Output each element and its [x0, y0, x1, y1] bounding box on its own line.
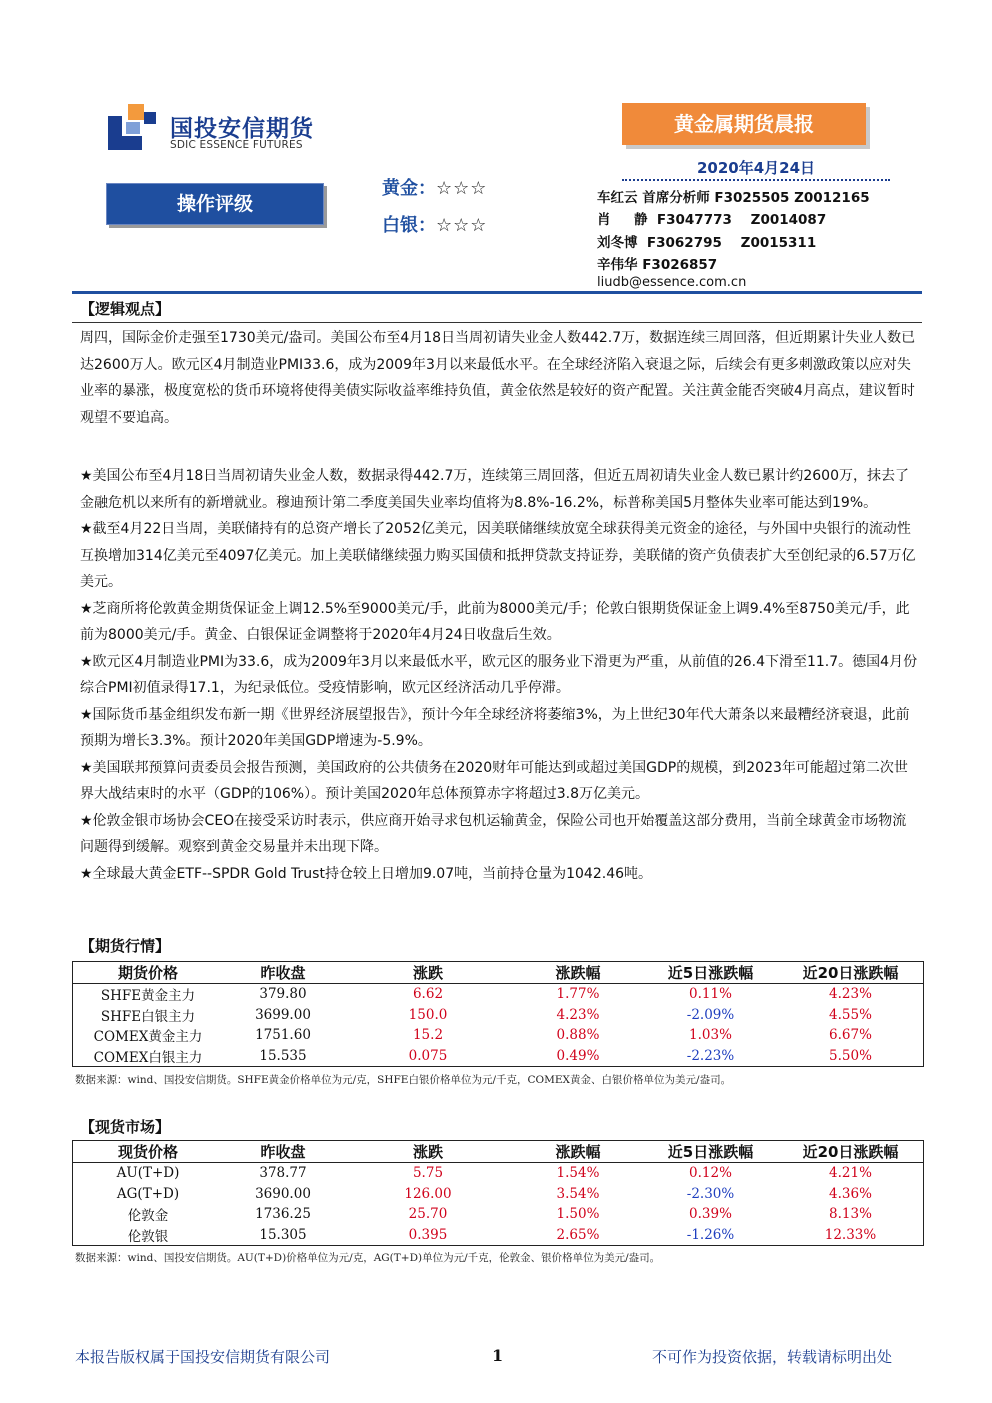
table-cell: -2.09%: [686, 1006, 735, 1023]
table-cell: 伦敦银: [127, 1228, 169, 1245]
table-cell: 8.13%: [829, 1206, 872, 1223]
table-cell: 伦敦金: [127, 1208, 169, 1225]
table-row: [73, 1046, 924, 1067]
futures-data-note: 数据来源：wind、国投安信期货。SHFE黄金价格单位为元/克，SHFE白银价格单位为元/千克，COMEX黄金、白银价格单位为美元/盎司。: [75, 1074, 732, 1086]
table-cell: 0.88%: [556, 1027, 600, 1044]
column-header: 涨跌幅: [513, 962, 643, 984]
table-cell: COMEX黄金主力: [93, 1029, 203, 1046]
column-header: 现货价格: [73, 1141, 224, 1163]
table-cell: SHFE黄金主力: [100, 988, 196, 1005]
table-cell: 5.50%: [829, 1047, 872, 1064]
table-row: [73, 1025, 924, 1046]
table-cell: 1.50%: [556, 1206, 600, 1223]
table-cell: 4.23%: [829, 986, 872, 1003]
report-title-banner: 黄金属期货晨报: [622, 103, 866, 145]
table-cell: AU(T+D): [116, 1165, 180, 1182]
news-bullet-list: [80, 463, 920, 887]
news-bullet: ★美国公布至4月18日当周初请失业金人数，数据录得442.7万，连续第三周回落，但近五周初请失业金人数已累计约2600万，抹去了金融危机以来所有的新增就业。穆迪预计第二季度美国失业率均值将为8.8%-16.2%，标普称美国5月整体失业率可能达到19%。: [80, 468, 909, 511]
column-header: 近5日涨跌幅: [643, 1141, 778, 1163]
section-divider: [72, 322, 922, 323]
footer-copyright: 本报告版权属于国投安信期货有限公司: [75, 1348, 331, 1366]
rating-gold: [382, 174, 487, 200]
table-cell: 15.535: [259, 1047, 307, 1064]
news-bullet: ★国际货币基金组织发布新一期《世界经济展望报告》，预计今年全球经济将萎缩3%，为上世纪30年代大萧条以来最糟经济衰退，此前预期为增长3.3%。预计2020年美国GDP增速为-5.9%。: [80, 706, 910, 749]
table-cell: SHFE白银主力: [100, 1008, 196, 1025]
table-cell: COMEX白银主力: [93, 1049, 203, 1066]
news-bullet: ★伦敦金银市场协会CEO在接受采访时表示，供应商开始寻求包机运输黄金，保险公司也开始覆盖这部分费用，当前全球黄金市场物流问题得到缓解。观察到黄金交易量并未出现下降。: [80, 812, 907, 855]
table-cell: 4.21%: [829, 1165, 872, 1182]
table-cell: 0.11%: [689, 986, 732, 1003]
table-cell: 15.305: [259, 1226, 307, 1243]
news-bullet: ★芝商所将伦敦黄金期货保证金上调12.5%至9000美元/手，此前为8000美元/手；伦敦白银期货保证金上调9.4%至8750美元/手，此前为8000美元/手。黄金、白银保证金调整将于2020年4月24日收盘后生效。: [80, 600, 910, 643]
table-row: [73, 1163, 924, 1184]
analyst-line: 肖 静 F3047773 Z0014087: [597, 212, 827, 228]
logic-section-title: 【逻辑观点】: [80, 300, 171, 318]
news-bullet: ★欧元区4月制造业PMI为33.6，成为2009年3月以来最低水平，欧元区的服务业下滑更为严重，从前值的26.4下滑至11.7。德国4月份综合PMI初值录得17.1，为纪录低位。受疫情影响，欧元区经济活动几乎停滞。: [80, 653, 918, 696]
table-row: [73, 1204, 924, 1225]
spot-data-note: 数据来源：wind、国投安信期货。AU(T+D)价格单位为元/克，AG(T+D)单位为元/千克，伦敦金、银价格单位为美元/盎司。: [75, 1252, 661, 1264]
column-header: 昨收盘: [223, 962, 343, 984]
table-cell: 0.12%: [689, 1165, 732, 1182]
table-header-row: [73, 1141, 924, 1163]
rating-silver-label: 白银：: [382, 215, 436, 236]
spot-table: [72, 1140, 924, 1246]
table-row: [73, 1005, 924, 1026]
table-cell: 1736.25: [255, 1206, 311, 1223]
column-header: 涨跌: [343, 962, 513, 984]
column-header: 涨跌: [343, 1141, 513, 1163]
table-cell: 4.23%: [556, 1006, 600, 1023]
table-cell: 0.49%: [556, 1047, 600, 1064]
report-date: 2020年4月24日: [622, 157, 890, 181]
column-header: 涨跌幅: [513, 1141, 643, 1163]
table-cell: 0.075: [408, 1047, 448, 1064]
table-cell: 3.54%: [556, 1185, 600, 1202]
spot-section-title: 【现货市场】: [80, 1118, 171, 1136]
analyst-line: 车红云 首席分析师 F3025505 Z0012165: [597, 190, 870, 206]
logic-paragraph: 周四，国际金价走强至1730美元/盎司。美国公布至4月18日当周初请失业金人数442.7万，数据连续三周回落，但近期累计失业人数已达2600万人。欧元区4月制造业PMI33.6，成为2009年3月以来最低水平。在全球经济陷入衰退之际，后续会有更多刺激政策以应对失业率的暴涨，极度宽松的货币环境将使得美债实际收益率维持负值，黄金依然是较好的资产配置。关注黄金能否突破4月高点，建议暂时观望不要追高。: [80, 330, 916, 426]
table-row: [73, 1184, 924, 1205]
column-header: 昨收盘: [223, 1141, 343, 1163]
table-cell: 150.0: [408, 1006, 448, 1023]
column-header: 近20日涨跌幅: [778, 962, 924, 984]
footer-disclaimer: 不可作为投资依据，转载请标明出处: [652, 1348, 893, 1366]
table-cell: 25.70: [408, 1206, 448, 1223]
table-cell: AG(T+D): [116, 1185, 180, 1202]
rating-gold-stars: ☆☆☆: [436, 178, 488, 199]
futures-section-title: 【期货行情】: [80, 937, 171, 955]
column-header: 近5日涨跌幅: [643, 962, 778, 984]
table-cell: 1751.60: [255, 1027, 311, 1044]
table-cell: 2.65%: [556, 1226, 600, 1243]
table-row: [73, 1225, 924, 1246]
company-name-cn: 国投安信期货: [170, 116, 314, 142]
company-logo-icon: [108, 104, 158, 150]
table-cell: 4.36%: [829, 1185, 872, 1202]
news-bullet: ★全球最大黄金ETF--SPDR Gold Trust持仓较上日增加9.07吨，当前持仓量为1042.46吨。: [80, 865, 653, 882]
company-name-en: SDIC ESSENCE FUTURES: [170, 139, 303, 151]
column-header: 期货价格: [73, 962, 224, 984]
news-bullet: ★截至4月22日当周，美联储持有的总资产增长了2052亿美元，因美联储继续放宽全球获得美元资金的途径，与外国中央银行的流动性互换增加314亿美元至4097亿美元。加上美联储继续强力购买国债和抵押贷款支持证券，美联储的资产负债表扩大至创纪录的6.57万亿美元。: [80, 521, 916, 590]
table-row: [73, 984, 924, 1005]
header-divider: [72, 291, 922, 294]
operation-rating-button[interactable]: 操作评级: [106, 183, 324, 225]
table-cell: 0.39%: [689, 1206, 732, 1223]
news-bullet: ★美国联邦预算问责委员会报告预测，美国政府的公共债务在2020财年可能达到或超过美国GDP的规模，到2023年可能超过第二次世界大战结束时的水平（GDP的106%）。预计美国2020年总体预算赤字将超过3.8万亿美元。: [80, 759, 908, 802]
contact-email[interactable]: liudb@essence.com.cn: [597, 275, 747, 290]
analyst-line: 刘冬博 F3062795 Z0015311: [597, 235, 817, 251]
table-cell: -2.23%: [686, 1047, 735, 1064]
table-cell: 379.80: [259, 986, 307, 1003]
column-header: 近20日涨跌幅: [778, 1141, 924, 1163]
table-cell: 6.67%: [829, 1027, 872, 1044]
table-cell: 12.33%: [824, 1226, 877, 1243]
table-cell: 3690.00: [255, 1185, 311, 1202]
rating-gold-label: 黄金：: [382, 178, 436, 199]
table-cell: 1.03%: [689, 1027, 732, 1044]
table-cell: 4.55%: [829, 1006, 872, 1023]
table-cell: 126.00: [404, 1185, 452, 1202]
futures-table: [72, 961, 924, 1067]
analyst-line: 辛伟华 F3026857: [597, 257, 718, 273]
table-cell: 6.62: [412, 986, 444, 1003]
table-cell: 5.75: [412, 1165, 444, 1182]
table-cell: -2.30%: [686, 1185, 735, 1202]
rating-silver-stars: ☆☆☆: [436, 215, 488, 236]
table-header-row: [73, 962, 924, 984]
table-cell: 1.54%: [556, 1165, 600, 1182]
table-cell: 15.2: [412, 1027, 444, 1044]
page-number: 1: [492, 1346, 504, 1365]
table-cell: 1.77%: [556, 986, 600, 1003]
table-cell: 0.395: [408, 1226, 448, 1243]
table-cell: 378.77: [259, 1165, 307, 1182]
rating-silver: [382, 211, 487, 237]
table-cell: -1.26%: [686, 1226, 735, 1243]
table-cell: 3699.00: [255, 1006, 311, 1023]
